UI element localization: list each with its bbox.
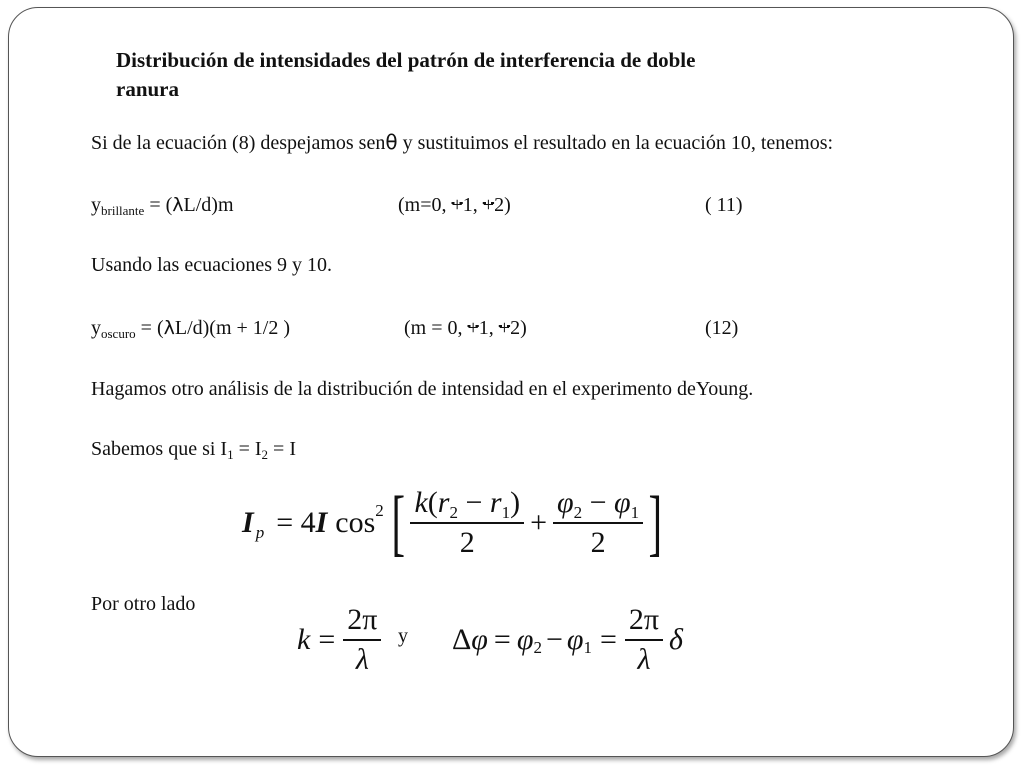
phi-2: φ [516,623,534,656]
eq12-rest: L/d)(m + 1/2 ) [174,317,291,339]
eq11-cond-open: (m=0, [398,194,452,216]
ip-left-bracket: [ [391,482,405,564]
ip-phi2: φ [557,486,574,519]
sabemos-mid: = I [233,438,262,460]
ip-fraction-2 [553,486,643,560]
eq12-subscript: oscuro [101,326,136,341]
ip-r1: r [489,486,502,519]
usando-line: Usando las ecuaciones 9 y 10. [91,254,333,276]
ip-r1-sub: 1 [501,503,511,522]
por-otro-lado: Por otro lado [91,593,196,615]
ip-rparen: ) [510,486,521,519]
sabemos-prefix: Sabemos que si I [91,438,228,460]
ip-phi1: φ [614,486,631,519]
ip-subscript-p: p [255,523,265,542]
slide-title [116,46,695,104]
phi-denominator: λ [637,643,651,676]
wavenumber-formula [297,603,381,676]
eq12-eq: = ( [135,317,164,339]
ip-r2-sub: 2 [449,503,458,522]
eq11-one: 1, [462,194,483,216]
phi-2-sub: 2 [533,638,542,657]
eq12-plusminus-1: + [467,317,479,339]
phi-minus: − [545,623,563,656]
k-numerator: 2π [343,603,381,641]
sabemos-line [91,437,296,461]
phi-1: φ [566,623,584,656]
ip-phi2-sub: 2 [573,503,583,522]
k-symbol: k [297,623,311,656]
eq12-one: 1, [478,317,499,339]
sabemos-suffix: = I [268,438,296,460]
ip-lparen: ( [427,486,438,519]
k-denominator: λ [355,643,369,676]
eq12-y: y [91,317,101,339]
phi-numerator: 2π [625,603,663,641]
intro-sentence [91,130,833,155]
theta-symbol: θ [385,130,398,154]
phi-equals: = [493,623,511,656]
ip-cos-exponent: 2 [375,501,384,520]
eq12-cond-open: (m = 0, [404,317,468,339]
eq11-y: y [91,194,101,216]
ip-I-2: I [315,506,328,539]
delta-symbol: Δ [452,623,472,656]
ip-k: k [414,486,428,519]
ip-fraction-1 [410,486,524,560]
equation-12-lhs [91,316,290,340]
eq11-subscript: brillante [101,203,145,218]
equation-12-condition [404,316,527,340]
eq11-lambda: λ [172,194,184,216]
phi-equals-2: = [599,623,617,656]
analysis-line: Hagamos otro análisis de la distribución de intensidad en el experimento deYoung. [91,378,754,400]
ip-minus: − [465,486,483,519]
eq11-rest: L/d)m [183,194,234,216]
phi-fraction [625,603,663,677]
eq11-eq: = ( [144,194,173,216]
ip-denominator-2: 2 [590,526,606,559]
title-line-2: ranura [116,77,179,101]
ip-plus: + [530,506,547,539]
ip-right-bracket: ] [648,482,663,564]
ip-cos: cos [335,506,376,539]
k-fraction [343,603,381,677]
eq11-two: 2) [494,194,511,216]
intro-before: Si de la ecuación (8) despejamos sen [91,132,386,154]
path-difference-delta: δ [669,623,683,656]
ip-I: I [242,506,254,539]
phi-1-sub: 1 [583,638,592,657]
equation-12-number: (12) [705,317,739,339]
ip-equals-four: = 4 [276,506,316,539]
eq12-two: 2) [510,317,527,339]
equation-11-number: ( 11) [705,194,743,216]
phase-difference-formula [452,603,683,676]
ip-r2: r [437,486,450,519]
ip-denominator-1: 2 [459,526,475,559]
ip-phi1-sub: 1 [630,503,640,522]
sabemos-sub-2: 2 [261,447,269,462]
eq12-plusminus-2: + [498,317,511,339]
k-equals: = [318,623,336,656]
eq11-plusminus-2: + [482,194,495,216]
equation-11-lhs [91,193,234,217]
delta-phi: φ [471,623,488,656]
equation-11-condition [398,193,511,217]
intensity-formula [242,482,668,564]
sabemos-sub-1: 1 [227,447,234,462]
eq11-plusminus-1: + [451,194,463,216]
y-connector: y [398,625,408,647]
ip-minus-2: − [589,486,607,519]
eq12-lambda: λ [163,317,175,339]
title-line-1: Distribución de intensidades del patrón de interferencia de doble [116,48,696,72]
intro-after: y sustituimos el resultado en la ecuación 10, tenemos: [402,132,834,154]
